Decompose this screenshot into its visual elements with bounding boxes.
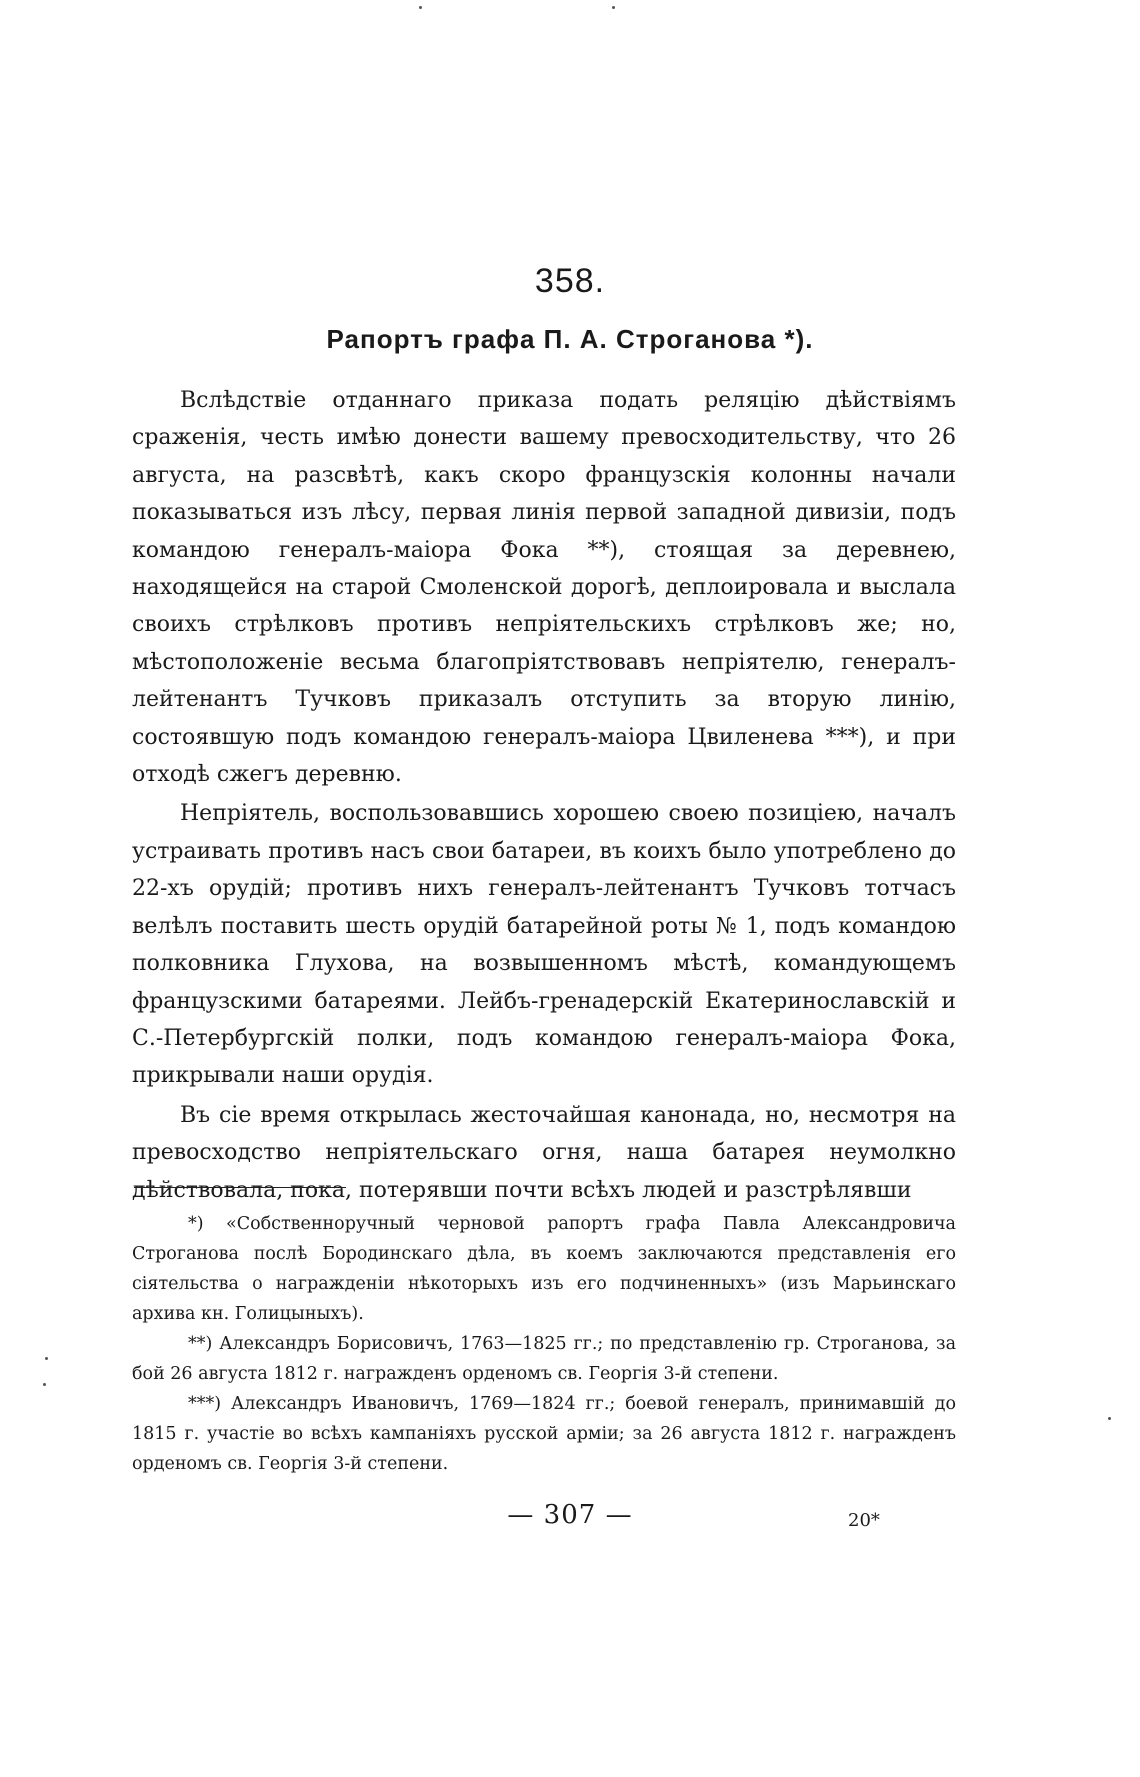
- scan-speck: [612, 6, 615, 9]
- scan-speck: [43, 1383, 46, 1386]
- sheet-signature: 20*: [848, 1510, 880, 1531]
- scan-speck: [419, 6, 422, 9]
- paragraph: Непріятель, воспользовавшись хорошею своею позиціею, началъ устраивать противъ насъ свои батареи, въ коихъ было употреблено до 22-хъ орудій; противъ нихъ генералъ-лейтенантъ Тучковъ тотчасъ велѣлъ поставить шесть орудій батарейной роты № 1, подъ командою полковника Глухова, на возвышенномъ мѣстѣ, командующемъ французскими батареями. Лейбъ-гренадерскій Екатеринославскій и С.-Петербургскій полки, подъ командою генералъ-маіора Фока, прикрывали наши орудія.: [132, 801, 956, 1089]
- document-title: Рапортъ графа П. А. Строганова *).: [326, 324, 814, 354]
- document-number: 358.: [534, 262, 606, 300]
- footnote-divider: [134, 1187, 346, 1188]
- paragraph: Вслѣдствіе отданнаго приказа подать реляцію дѣйствіямъ сраженія, честь имѣю донести вашему превосходительству, что 26 августа, на разсвѣтѣ, какъ скоро французскія колонны начали показываться изъ лѣсу, первая линія первой западной дивизіи, подъ командою генералъ-маіора Фока **), стоящая за деревнею, находящейся на старой Смоленской дорогѣ, деплоировала и выслала своихъ стрѣлковъ противъ непріятельскихъ стрѣлковъ же; но, мѣстоположеніе весьма благопріятствовавъ непріятелю, генералъ-лейтенантъ Тучковъ приказалъ отступить за вторую линію, состоявшую подъ командою генералъ-маіора Цвиленева ***), и при отходѣ сжегъ деревню.: [132, 388, 956, 788]
- scan-speck: [45, 1357, 48, 1360]
- footnote: **) Александръ Борисовичъ, 1763—1825 гг.; по представленію гр. Строганова, за бой 26 августа 1812 г. награжденъ орденомъ св. Георгія 3-й степени.: [132, 1334, 956, 1384]
- footnote: *) «Собственноручный черновой рапортъ графа Павла Александровича Строганова послѣ Бородинскаго дѣла, въ коемъ заключаются представленія его сіятельства о награжденіи нѣкоторыхъ изъ его подчиненныхъ» (изъ Марьинскаго архива кн. Голицыныхъ).: [132, 1214, 956, 1324]
- page-number: — 307 —: [507, 1500, 633, 1530]
- paragraph: Въ сіе время открылась жесточайшая канонада, но, несмотря на превосходство непріятельскаго огня, наша батарея неумолкно дѣйствовала, пока, потерявши почти всѣхъ людей и разстрѣлявши: [132, 1102, 956, 1203]
- scan-speck: [1108, 1417, 1111, 1420]
- body-text: [132, 382, 956, 1209]
- footnotes: [132, 1209, 956, 1479]
- footnote: ***) Александръ Ивановичъ, 1769—1824 гг.; боевой генералъ, принимавшій до 1815 г. участіе во всѣхъ кампаніяхъ русской арміи; за 26 августа 1812 г. награжденъ орденомъ св. Георгія 3-й степени.: [132, 1394, 956, 1474]
